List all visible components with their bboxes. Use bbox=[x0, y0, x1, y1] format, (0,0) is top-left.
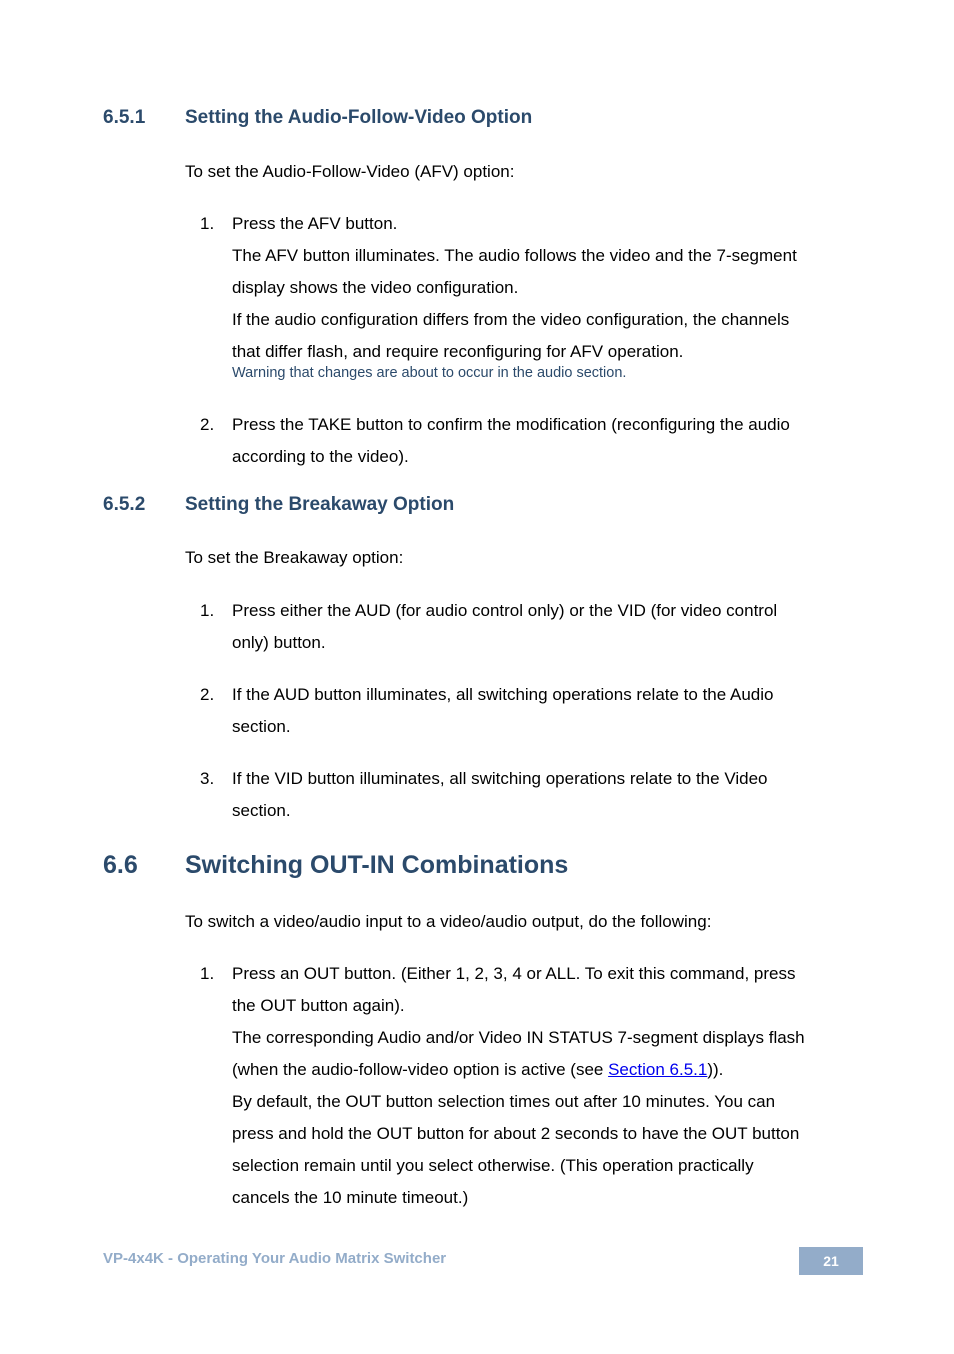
step-text: Press the AFV button. bbox=[232, 214, 398, 233]
step-text: selection remain until you select otherwise. (This operation practically bbox=[232, 1156, 754, 1175]
step-text-part: )). bbox=[707, 1060, 724, 1079]
step-text: section. bbox=[232, 717, 291, 736]
list-number: 1. bbox=[200, 964, 215, 983]
section-title: Setting the Audio-Follow-Video Option bbox=[185, 107, 533, 128]
step-text-part: (when the audio-follow-video option is active (see bbox=[232, 1060, 609, 1079]
list-number: 1. bbox=[200, 601, 215, 620]
footer-title: VP-4x4K - Operating Your Audio Matrix Switcher bbox=[103, 1250, 447, 1267]
step-text: Press the TAKE button to confirm the modification (reconfiguring the audio bbox=[232, 415, 790, 434]
step-text: display shows the video configuration. bbox=[232, 278, 519, 297]
list-number: 2. bbox=[200, 685, 215, 704]
step-text: Press either the AUD (for audio control only) or the VID (for video control bbox=[232, 601, 778, 620]
step-text: The AFV button illuminates. The audio follows the video and the 7-segment bbox=[232, 246, 797, 265]
step-text: If the AUD button illuminates, all switching operations relate to the Audio bbox=[232, 685, 774, 704]
step-text: only) button. bbox=[232, 633, 326, 652]
intro-paragraph: To switch a video/audio input to a video/audio output, do the following: bbox=[185, 912, 712, 931]
section-6-5-1-link[interactable]: Section 6.5.1 bbox=[608, 1060, 708, 1079]
step-text: according to the video). bbox=[232, 447, 409, 466]
list-number: 2. bbox=[200, 415, 215, 434]
step-text: By default, the OUT button selection times out after 10 minutes. You can bbox=[232, 1092, 776, 1111]
step-text: press and hold the OUT button for about 2 seconds to have the OUT button bbox=[232, 1124, 800, 1143]
step-text: The corresponding Audio and/or Video IN STATUS 7-segment displays flash bbox=[232, 1028, 805, 1047]
intro-paragraph: To set the Audio-Follow-Video (AFV) option: bbox=[185, 162, 515, 181]
page-number: 21 bbox=[799, 1247, 863, 1275]
step-text: cancels the 10 minute timeout.) bbox=[232, 1188, 469, 1207]
step-text: the OUT button again). bbox=[232, 996, 405, 1015]
list-number: 3. bbox=[200, 769, 215, 788]
step-text: Press an OUT button. (Either 1, 2, 3, 4 or ALL. To exit this command, press bbox=[232, 964, 796, 983]
step-text: If the audio configuration differs from the video configuration, the channels bbox=[232, 310, 790, 329]
warning-note: Warning that changes are about to occur in the audio section. bbox=[232, 365, 627, 381]
section-title: Switching OUT-IN Combinations bbox=[185, 851, 569, 879]
section-number: 6.6 bbox=[103, 851, 138, 879]
list-number: 1. bbox=[200, 214, 215, 233]
step-text: that differ flash, and require reconfiguring for AFV operation. bbox=[232, 342, 684, 361]
section-number: 6.5.1 bbox=[103, 107, 146, 128]
section-number: 6.5.2 bbox=[103, 494, 146, 515]
step-text bbox=[232, 1054, 862, 1086]
step-text: section. bbox=[232, 801, 291, 820]
section-title: Setting the Breakaway Option bbox=[185, 494, 455, 515]
step-text: If the VID button illuminates, all switching operations relate to the Video bbox=[232, 769, 768, 788]
intro-paragraph: To set the Breakaway option: bbox=[185, 548, 404, 567]
